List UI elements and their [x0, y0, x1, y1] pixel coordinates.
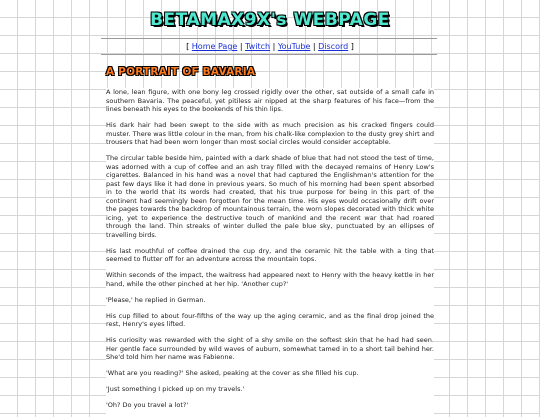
- nav-separator: |: [237, 42, 246, 51]
- header-divider-bottom: [101, 54, 437, 55]
- nav-link-discord[interactable]: Discord: [318, 42, 349, 51]
- nav-link-home[interactable]: Home Page: [191, 42, 238, 51]
- article-paragraph: His curiosity was rewarded with the sight of a shy smile on the softest skin that he had had seen. Her gentle face surrounded by wild waves of auburn, somewhat tamed in to a short tail behind her. She'd told him her name was Fabienne.: [106, 336, 434, 361]
- header-divider-top: [101, 38, 437, 39]
- nav-bracket-open: [: [186, 42, 192, 51]
- article-paragraph: 'Oh? Do you travel a lot?': [106, 401, 189, 409]
- nav-link-youtube[interactable]: YouTube: [277, 42, 311, 51]
- article-paragraph: His dark hair had been swept to the side with as much precision as his cracked fingers could muster. There was little colour in the man, from his chalk-like complexion to the dusty grey shirt and trousers that had been worn longer than most social circles would consider acceptable.: [106, 121, 434, 146]
- article-paragraph: His last mouthful of coffee drained the cup dry, and the ceramic hit the table with a ting that seemed to flutter off for an adventure across the mountain tops.: [106, 246, 434, 263]
- article-paragraph: The circular table beside him, painted with a dark shade of blue that had not stood the test of time, was adorned with a cup of coffee and an ash tray filled with the decayed remains of Henry Low's cigarettes. Balanced in his hand was a novel that had captured the Englishman's attention for the past few days like it had done in previous years. So much of his morning had been spent absorbed in to the world that its words had created, that his true purpose for being in this part of the continent had seemingly been forgotten for the mean time. His eyes would occasionally drift over the pages towards the backdrop of mountainous terrain, the worn slopes decorated with thick white icing, yet to experience the destructive touch of mankind and the recent war that had roared through the land. Thin streaks of winter dulled the pale blue sky, punctuated by an ellipses of travelling birds.: [106, 154, 434, 239]
- article-paragraph: His cup filled to about four-fifths of the way up the aging ceramic, and as the final drop joined the rest, Henry's eyes lifted.: [106, 311, 434, 328]
- article-title: A PORTRAIT OF BAVARIA: [106, 66, 256, 78]
- nav-bar: [0, 42, 540, 51]
- nav-separator: |: [310, 42, 319, 51]
- article-body: [106, 88, 434, 417]
- nav-link-twitch[interactable]: Twitch: [245, 42, 271, 51]
- nav-bracket-close: ]: [348, 42, 354, 51]
- article-paragraph: 'Just something I picked up on my travels.': [106, 385, 245, 393]
- site-title: BETAMAX9X's WEBPAGE: [150, 10, 390, 30]
- article-paragraph: Within seconds of the impact, the waitress had appeared next to Henry with the heavy kettle in her hand, while the other pinched at her hip. 'Another cup?': [106, 271, 434, 288]
- article-paragraph: 'Please,' he replied in German.: [106, 295, 206, 304]
- article-paragraph: A lone, lean figure, with one bony leg crossed rigidly over the other, sat outside of a small cafe in southern Bavaria. The peaceful, yet pitiless air nipped at the sharp features of his face—from the lines beneath his eyes to the bookends of his thin lips.: [106, 88, 434, 113]
- nav-separator: |: [270, 42, 278, 51]
- article-paragraph: 'What are you reading?' She asked, peaking at the cover as she filled his cup.: [106, 369, 359, 377]
